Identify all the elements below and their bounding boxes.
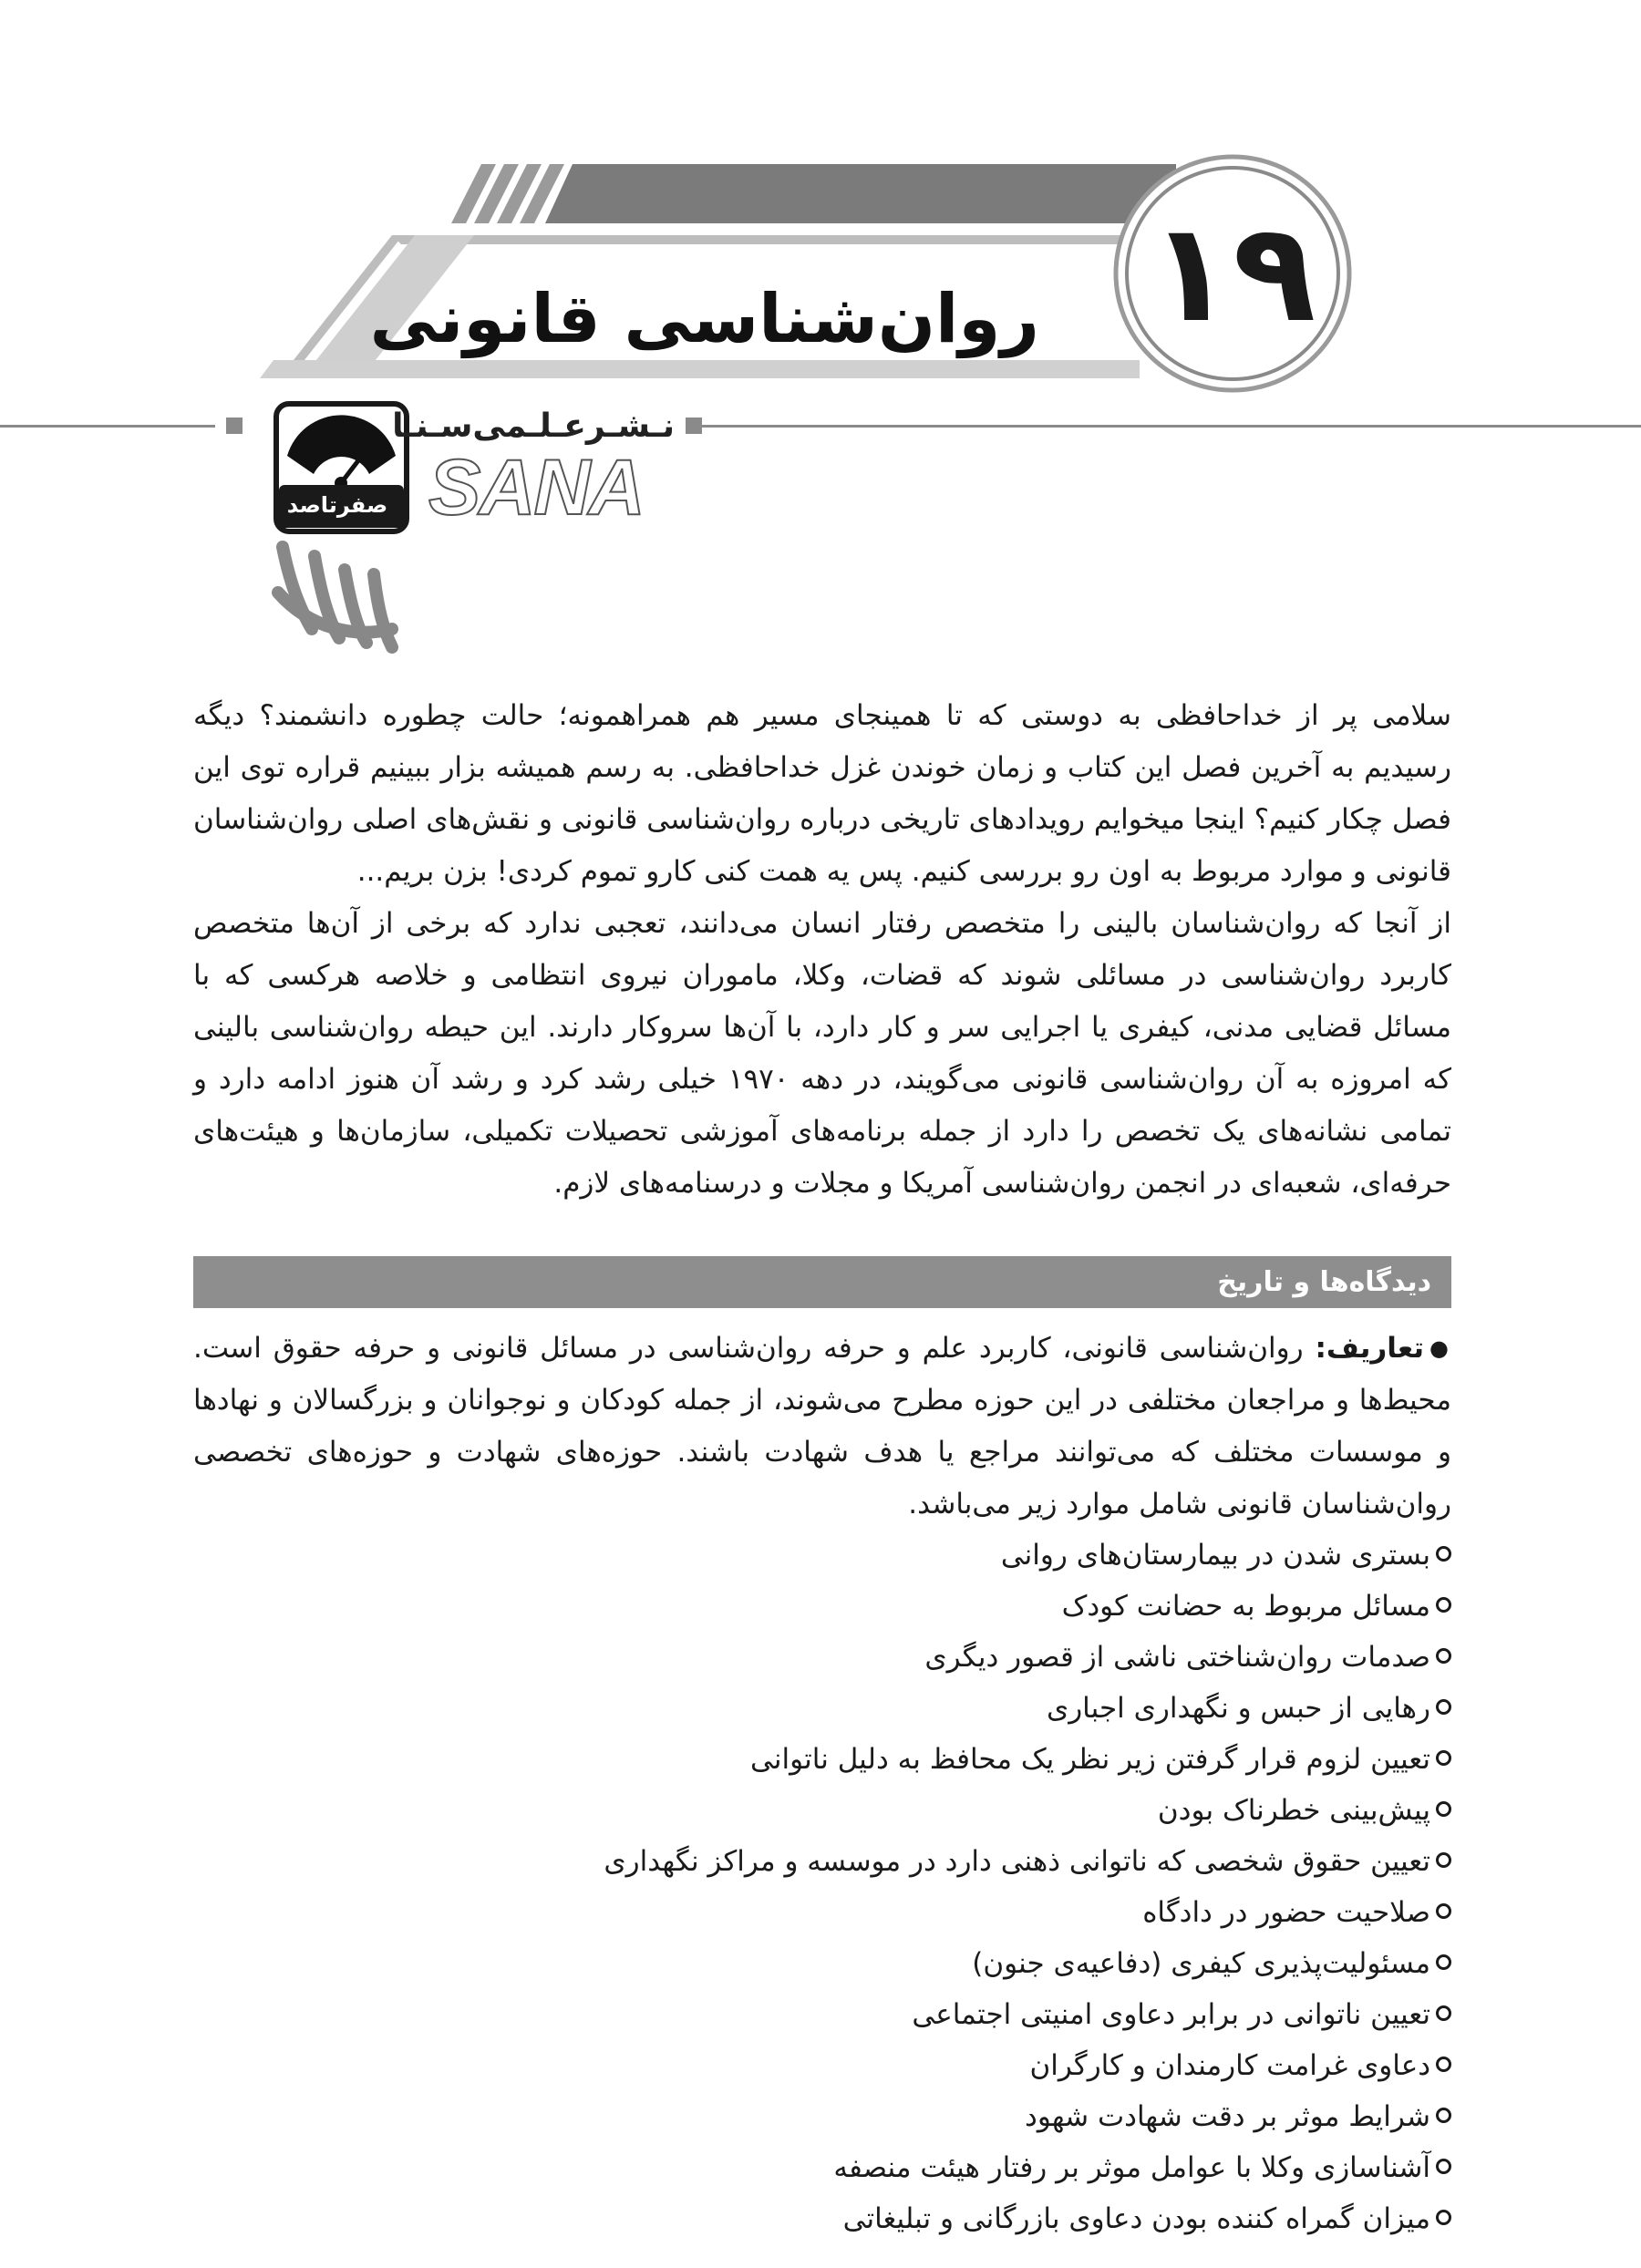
circle-bullet-icon [1436, 1903, 1451, 1919]
intro-paragraph-2: از آنجا که روان‌شناسان بالینی را متخصص رفتار انسان می‌دانند، تعجبی ندارد که برخی از آن‌ها متخصص کاربرد روان‌شناسی در مسائلی شوند که قضات، وکلا، ماموران نیروی انتظامی و خلاصه هرکسی که با مسائل قضایی مدنی، کیفری یا اجرایی سر و کار دارد، با آن‌ها سروکار دارند. این حیطه روان‌شناسی بالینی که امروزه به آن روان‌شناسی قانونی می‌گویند، در دهه ۱۹۷۰ خیلی رشد کرد و رشد آن هنوز ادامه دارد و تمامی نشانه‌های یک تخصص را دارد از جمله برنامه‌های آموزشی تحصیلات تکمیلی، سازمان‌ها و هیئت‌های حرفه‌ای، شعبه‌ای در انجمن روان‌شناسی آمریکا و مجلات و درسنامه‌های لازم. [193, 907, 1452, 1200]
list-item: بستری شدن در بیمارستان‌های روانی [193, 1530, 1451, 1581]
definition-paragraph [193, 1323, 1451, 1531]
list-item: مسائل مربوط به حضانت کودک [193, 1581, 1451, 1632]
list-item: رهایی از حبس و نگهداری اجباری [193, 1683, 1451, 1734]
publisher-name-en: SANA [428, 444, 644, 531]
list-item: آشناسازی وکلا با عوامل موثر بر رفتار هیئت منصفه [193, 2142, 1451, 2193]
decorative-stripes [451, 164, 564, 223]
circle-bullet-icon [1436, 2108, 1451, 2123]
circle-bullet-icon [1436, 1546, 1451, 1562]
bullet-icon: ● [1429, 1335, 1451, 1361]
circle-bullet-icon [1436, 1954, 1451, 1970]
chapter-number: ۱۹ [1149, 194, 1316, 353]
publisher-name-fa: نـشـرعـلـمی‌سـنـا [392, 407, 675, 445]
circle-bullet-icon [1436, 2005, 1451, 2021]
circle-bullet-icon [1436, 2210, 1451, 2225]
list-item: میزان گمراه کننده بودن دعاوی بازرگانی و تبلیغاتی [193, 2193, 1451, 2244]
circle-bullet-icon [1436, 1801, 1451, 1817]
circle-bullet-icon [1436, 1750, 1451, 1766]
definition-text: روان‌شناسی قانونی، کاربرد علم و حرفه روان‌شناسی در مسائل قانونی و حرفه حقوق است. محیط‌ها و مراجعان مختلفی در این حوزه مطرح می‌شوند، از جمله کودکان و نوجوانان و بزرگسالان و نهادها و موسسات مختلف که می‌توانند مراجع یا هدف شهادت باشند. حوزه‌های شهادت و حوزه‌های تخصصی روان‌شناسان قانونی شامل موارد زیر می‌باشد. [193, 1332, 1451, 1521]
banner-title-frame [392, 235, 1149, 244]
section-heading: دیدگاه‌ها و تاریخ [1217, 1266, 1431, 1298]
testimony-areas-list [193, 1530, 1451, 2244]
list-item: تعیین ناتوانی در برابر دعاوی امنیتی اجتماعی [193, 1989, 1451, 2040]
list-item: پیش‌بینی خطرناک بودن [193, 1785, 1451, 1836]
circle-bullet-icon [1436, 1852, 1451, 1868]
chapter-banner [0, 0, 1641, 693]
circle-bullet-icon [1436, 1597, 1451, 1613]
list-item: تعیین حقوق شخصی که ناتوانی ذهنی دارد در موسسه و مراکز نگهداری [193, 1836, 1451, 1887]
list-item: صلاحیت حضور در دادگاه [193, 1887, 1451, 1938]
list-item: تعیین لزوم قرار گرفتن زیر نظر یک محافظ به دلیل ناتوانی [193, 1734, 1451, 1785]
intro-paragraph: سلامی پر از خداحافظی به دوستی که تا همینجای مسیر هم همراهمونه؛ حالت چطوره دانشمند؟ دیگه رسیدیم به آخرین فصل این کتاب و زمان خوندن غزل خداحافظی. به رسم همیشه بزار ببینیم قراره توی این فصل چکار کنیم؟ اینجا میخوایم رویدادهای تاریخی درباره روان‌شناسی قانونی و نقش‌های اصلی روان‌شناسان قانونی و موارد مربوط به اون رو بررسی کنیم. پس یه همت کنی کارو تموم کردی! بزن بریم... [193, 699, 1451, 888]
list-item: دعاوی غرامت کارمندان و کارگران [193, 2040, 1451, 2091]
banner-top-band [545, 164, 1176, 223]
circle-bullet-icon [1436, 2057, 1451, 2072]
list-item: مسئولیت‌پذیری کیفری (دفاعیه‌ی جنون) [193, 1938, 1451, 1989]
chapter-title: روان‌شناسی قانونی [369, 280, 1039, 358]
circle-bullet-icon [1436, 2159, 1451, 2174]
section-heading-bar [193, 1256, 1451, 1308]
list-item: شرایط موثر بر دقت شهادت شهود [193, 2091, 1451, 2142]
header-rule [0, 418, 1641, 434]
definition-term: تعاریف: [1315, 1332, 1425, 1365]
logo-tagline: صفرتاصد [286, 492, 388, 518]
list-item: صدمات روان‌شناختی ناشی از قصور دیگری [193, 1632, 1451, 1683]
circle-bullet-icon [1436, 1699, 1451, 1715]
sana-signature-mark [278, 547, 392, 647]
circle-bullet-icon [1436, 1648, 1451, 1664]
